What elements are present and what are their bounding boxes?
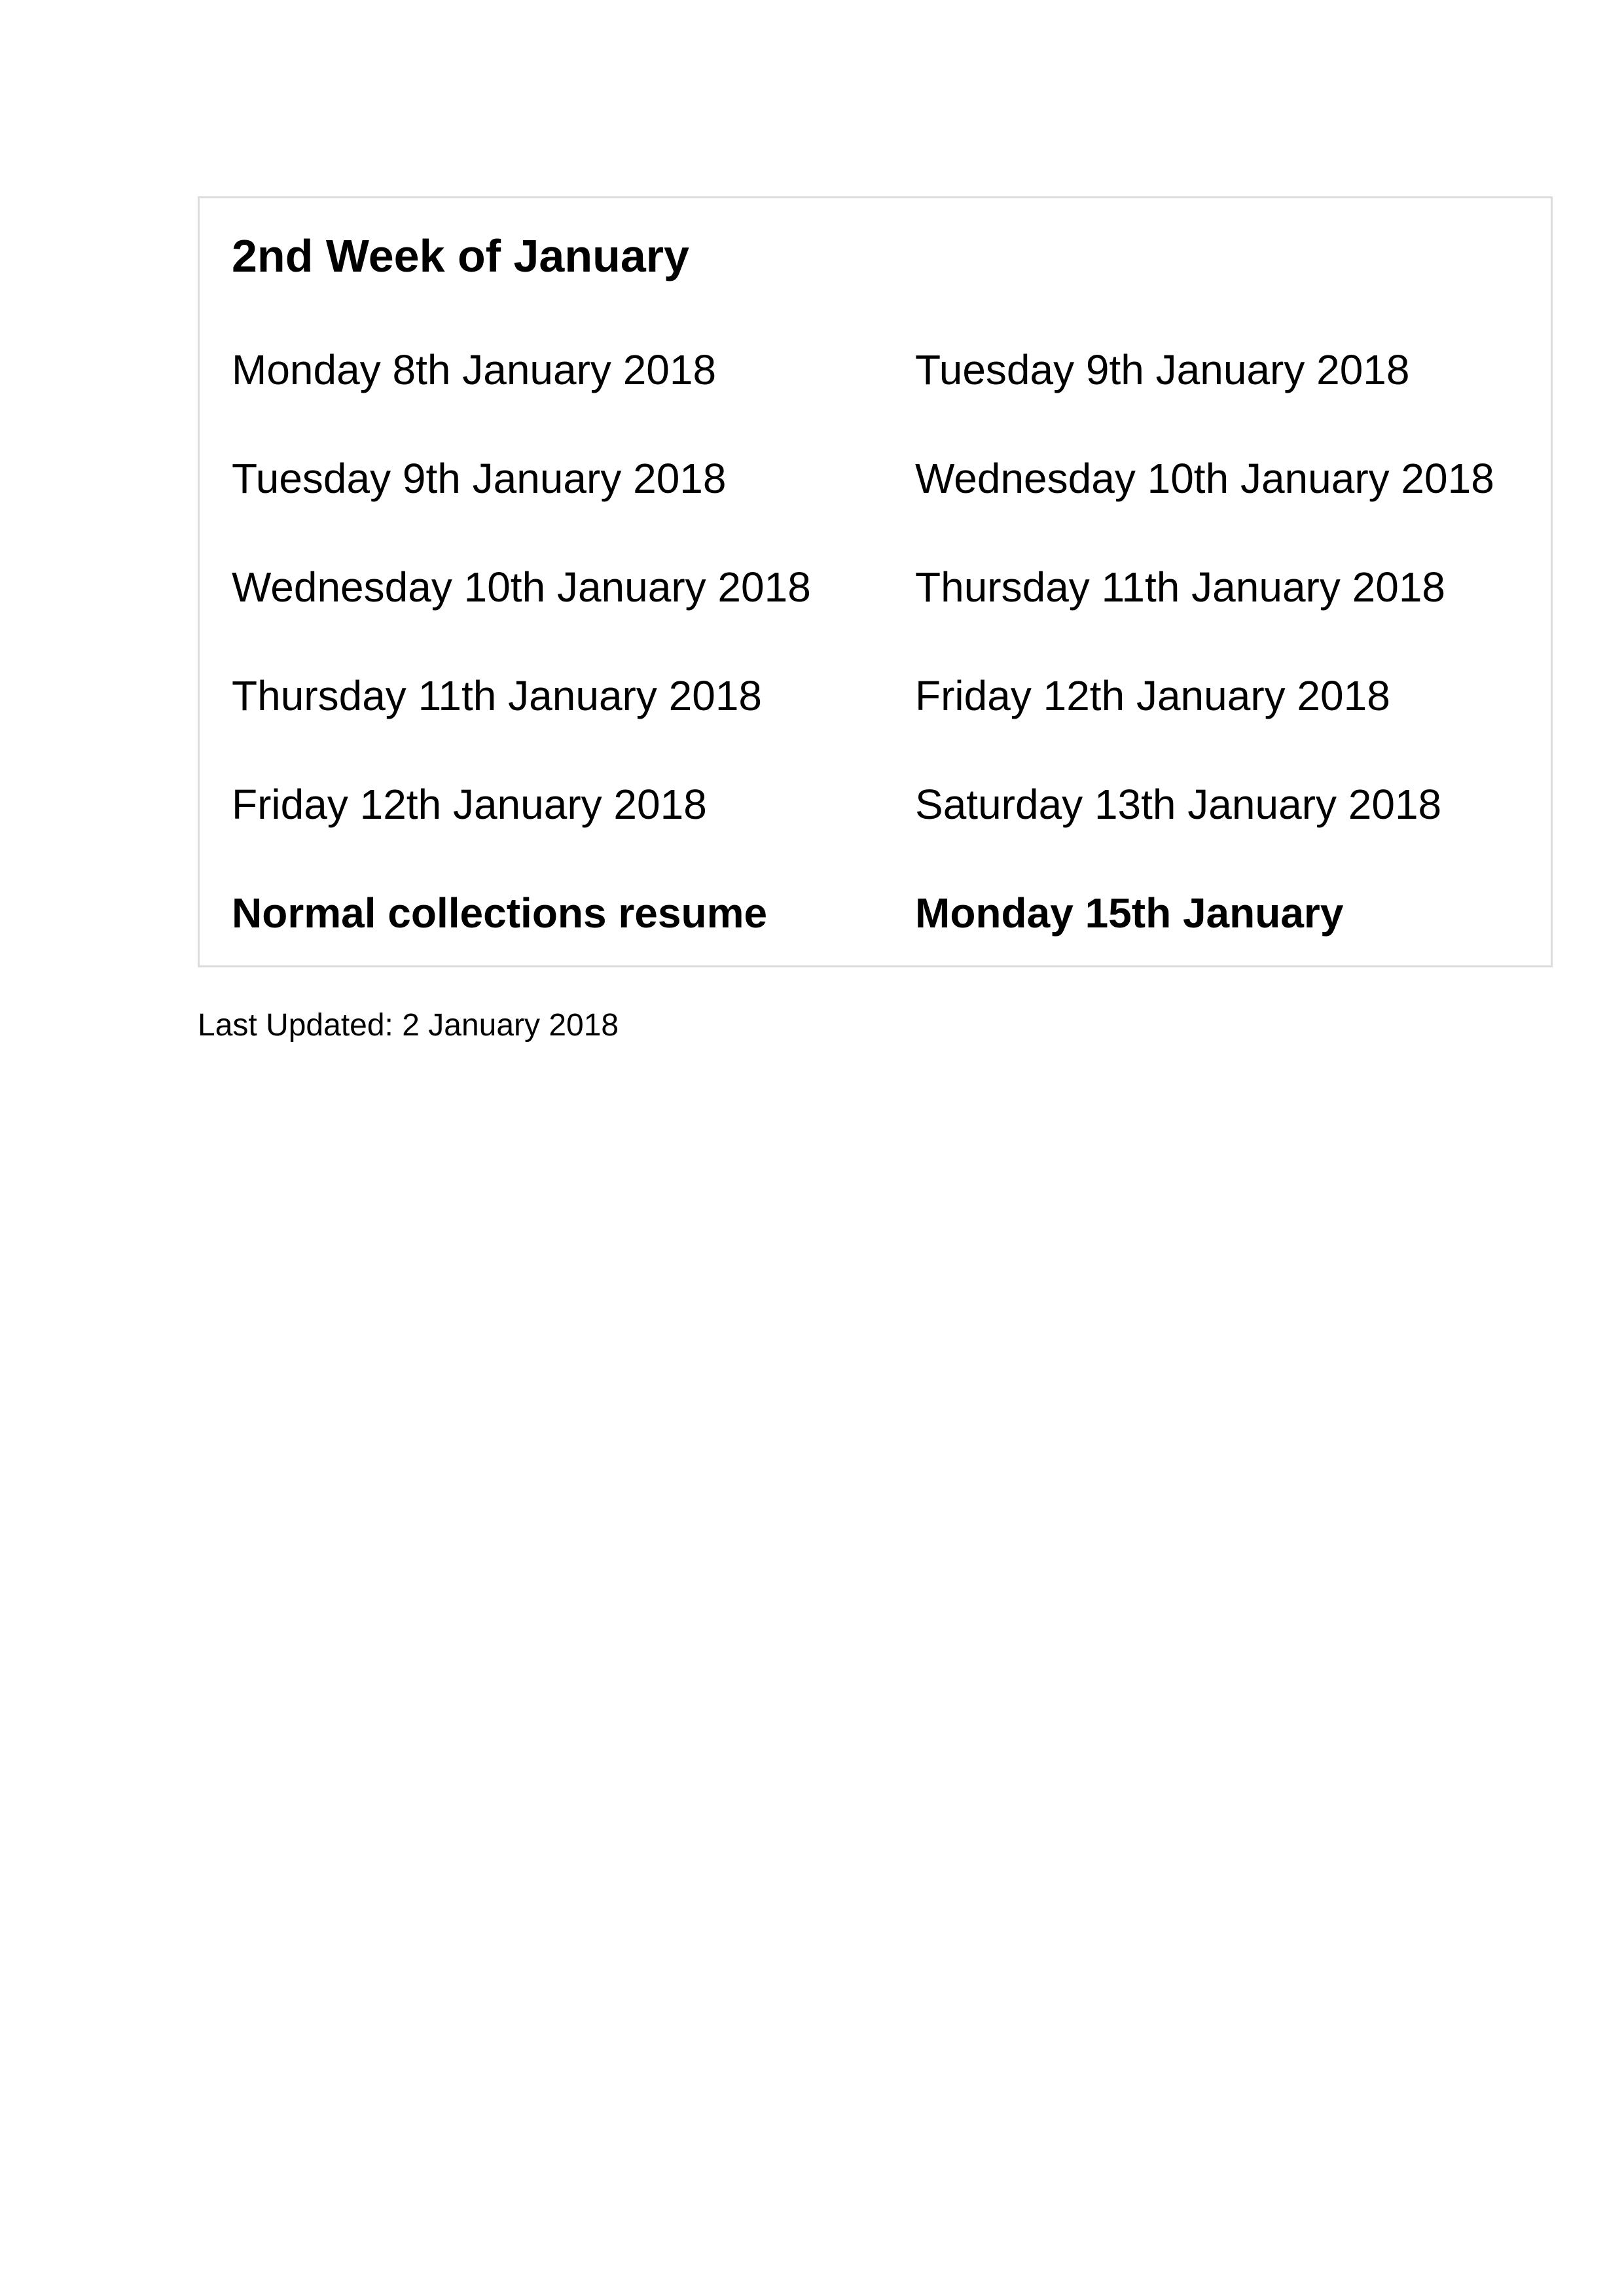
usual-collection-day: Wednesday 10th January 2018 [232,564,811,611]
usual-collection-day: Thursday 11th January 2018 [232,672,762,719]
usual-collection-day: Friday 12th January 2018 [232,781,707,828]
schedule-row [200,457,1551,510]
schedule-row [200,672,1551,727]
resume-date: Monday 15th January [915,889,1344,937]
schedule-box [198,196,1553,967]
revised-collection-day: Saturday 13th January 2018 [915,781,1442,828]
schedule-row [200,566,1551,619]
revised-collection-day: Wednesday 10th January 2018 [915,455,1494,502]
box-title: 2nd Week of January [232,230,689,281]
schedule-row [200,346,1551,401]
usual-collection-day: Monday 8th January 2018 [232,346,717,393]
revised-collection-day: Thursday 11th January 2018 [915,564,1445,611]
schedule-row [200,783,1551,836]
revised-collection-day: Tuesday 9th January 2018 [915,346,1410,393]
usual-collection-day: Tuesday 9th January 2018 [232,455,727,502]
revised-collection-day: Friday 12th January 2018 [915,672,1390,719]
resume-label: Normal collections resume [232,889,768,937]
last-updated-note: Last Updated: 2 January 2018 [198,1008,619,1043]
resume-row [200,889,1551,944]
